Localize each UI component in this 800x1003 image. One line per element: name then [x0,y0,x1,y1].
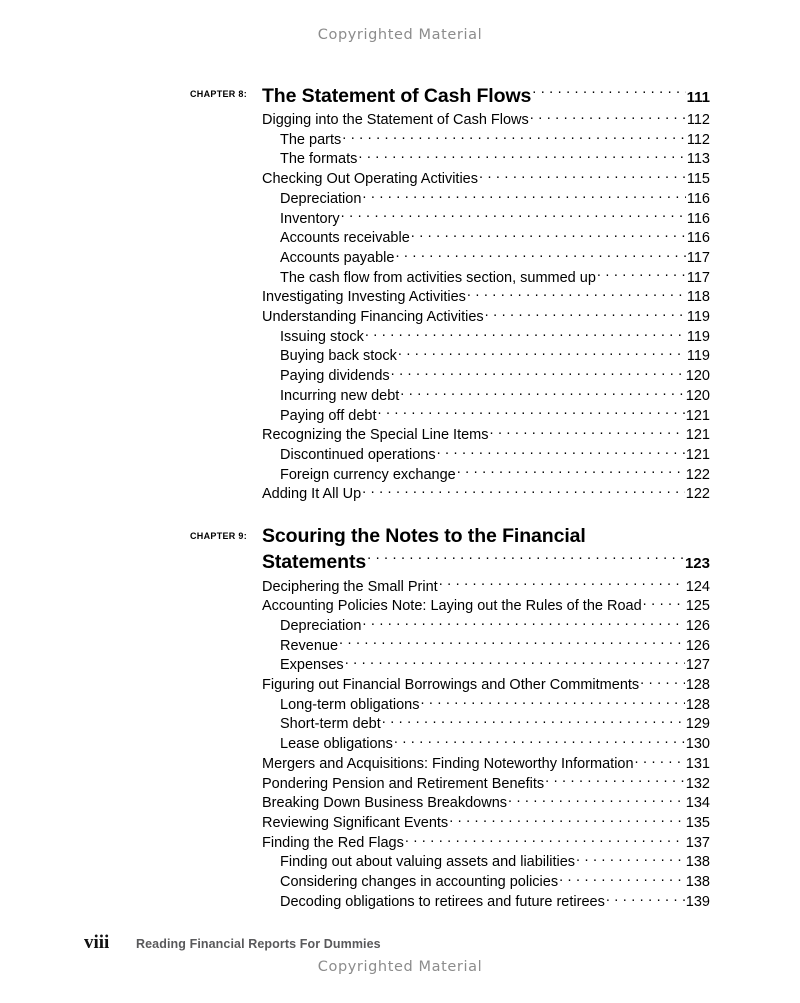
dot-leader [532,82,685,102]
toc-entry-title: Revenue [280,637,339,654]
dot-leader [479,169,686,184]
dot-leader [420,694,684,709]
page-footer [84,932,381,954]
toc-entry[interactable] [190,694,710,714]
toc-entry-title: Depreciation [280,190,362,207]
toc-entry[interactable] [190,793,710,813]
toc-entry-page-number: 127 [685,657,710,674]
chapter-title-wrap [262,524,710,577]
toc-entry[interactable] [190,366,710,386]
toc-entry[interactable] [190,813,710,833]
toc-entry-page-number: 129 [685,716,710,733]
toc-entry-page-number: 119 [686,348,710,365]
chapter-heading[interactable] [190,524,710,577]
toc-entry[interactable] [190,596,710,616]
toc-entry-page-number: 117 [686,249,710,266]
toc-entry-title: Understanding Financing Activities [262,309,484,326]
dot-leader [485,307,686,322]
toc-entry[interactable] [190,615,710,635]
toc-entry-title: The parts [280,131,342,148]
toc-entry-page-number: 138 [685,854,710,871]
dot-leader [530,110,686,125]
toc-entry-page-number: 119 [686,328,710,345]
toc-entry[interactable] [190,773,710,793]
dot-leader [635,753,685,768]
toc-entry-title: Finding the Red Flags [262,834,404,851]
toc-entry-page-number: 116 [686,190,710,207]
table-of-contents [190,82,710,911]
toc-entry[interactable] [190,228,710,248]
toc-entry-page-number: 139 [685,893,710,910]
page-number-folio: viii [84,932,110,953]
toc-entry[interactable] [190,484,710,504]
toc-entry-title: Discontinued operations [280,446,436,463]
chapter-title-text: Scouring the Notes to the Financial [262,524,586,547]
toc-entry-title: Paying dividends [280,368,390,385]
toc-entry[interactable] [190,425,710,445]
toc-entry[interactable] [190,852,710,872]
dot-leader [576,852,685,867]
toc-entry-title: Expenses [280,657,344,674]
toc-entry-page-number: 112 [686,131,710,148]
toc-entry-page-number: 125 [685,598,710,615]
toc-entry[interactable] [190,655,710,675]
dot-leader [490,425,685,440]
toc-entry[interactable] [190,714,710,734]
toc-entry[interactable] [190,635,710,655]
running-book-title: Reading Financial Reports For Dummies [136,937,381,951]
toc-entry[interactable] [190,576,710,596]
toc-entry-title: Adding It All Up [262,486,362,503]
toc-entry-title: Decoding obligations to retirees and future retirees [280,893,605,910]
toc-entry[interactable] [190,872,710,892]
chapter-title-wrap [262,82,710,110]
toc-entry-page-number: 137 [685,834,710,851]
dot-leader [367,549,684,569]
dot-leader [508,793,685,808]
toc-entry-title: Inventory [280,210,340,227]
toc-entry-title: Accounting Policies Note: Laying out the Rules of the Road [262,598,642,615]
chapter-page-number: 123 [684,555,710,573]
dot-leader [545,773,685,788]
toc-entry-title: Lease obligations [280,736,393,753]
toc-entry-title: Reviewing Significant Events [262,815,449,831]
chapter-title-text: The Statement of Cash Flows [262,84,532,107]
toc-entry-title: Short-term debt [280,716,381,733]
toc-entry-page-number: 121 [685,427,710,444]
toc-entry-page-number: 120 [685,387,710,404]
chapter-block [190,82,710,504]
toc-entry[interactable] [190,129,710,149]
toc-entry-page-number: 121 [685,407,710,424]
dot-leader [362,615,684,630]
dot-leader [339,635,685,650]
toc-entry[interactable] [190,675,710,695]
copyright-watermark-top: Copyrighted Material [317,27,483,43]
toc-entry-page-number: 115 [686,171,710,188]
toc-entry-title: Finding out about valuing assets and liabilities [280,854,576,871]
dot-leader [643,596,685,611]
toc-entry-page-number: 135 [685,815,710,831]
toc-entry-page-number: 116 [686,210,710,227]
dot-leader [394,734,685,749]
dot-leader [411,228,686,243]
dot-leader [640,675,685,690]
chapter-title-text: Statements [262,551,367,574]
dot-leader [382,714,685,729]
dot-leader [391,366,685,381]
chapter-block [190,524,710,911]
dot-leader [405,832,685,847]
toc-entry-page-number: 116 [686,230,710,247]
dot-leader [398,346,686,361]
toc-entry[interactable] [190,287,710,307]
toc-entry[interactable] [190,326,710,346]
toc-entry-title: Depreciation [280,617,362,634]
toc-entry-title: Accounts receivable [280,230,410,247]
toc-entry[interactable] [190,307,710,327]
dot-leader [362,484,685,499]
toc-entry-page-number: 132 [685,775,710,792]
toc-entry[interactable] [190,267,710,287]
toc-entry-page-number: 117 [686,269,710,286]
dot-leader [400,385,685,400]
toc-entry-title: Long-term obligations [280,696,420,713]
toc-entry[interactable] [190,385,710,405]
toc-entry-title: Breaking Down Business Breakdowns [262,795,508,812]
toc-entry-title: Checking Out Operating Activities [262,171,478,188]
dot-leader [437,444,685,459]
dot-leader [341,208,686,223]
chapter-label: CHAPTER 9: [190,530,248,541]
dot-leader [358,149,686,164]
toc-entry[interactable] [190,444,710,464]
toc-entry-title: Deciphering the Small Print [262,578,438,595]
chapter-title-line [262,549,710,577]
dot-leader [365,326,686,341]
toc-entry-page-number: 128 [685,696,710,713]
toc-entry-page-number: 122 [685,486,710,503]
toc-entry[interactable] [190,405,710,425]
toc-entry-page-number: 124 [685,578,710,595]
toc-entry[interactable] [190,832,710,852]
toc-entry[interactable] [190,169,710,189]
toc-entry-title: Investigating Investing Activities [262,289,466,306]
toc-entry-title: Considering changes in accounting policies [280,874,559,891]
dot-leader [377,405,684,420]
chapter-title-line [262,524,710,549]
toc-entry-page-number: 138 [685,874,710,891]
chapter-title-line [262,82,710,110]
toc-entry-title: Accounts payable [280,249,395,266]
toc-entry-title: Buying back stock [280,348,397,365]
toc-entry[interactable] [190,346,710,366]
copyright-watermark-bottom: Copyrighted Material [317,959,483,975]
dot-leader [362,188,685,203]
toc-entry[interactable] [190,188,710,208]
toc-entry-page-number: 113 [686,151,710,168]
toc-entry[interactable] [190,734,710,754]
toc-entry[interactable] [190,110,710,130]
toc-entry[interactable] [190,753,710,773]
toc-entry[interactable] [190,149,710,169]
dot-leader [342,129,686,144]
dot-leader [559,872,685,887]
dot-leader [449,813,685,828]
toc-entry-title: Recognizing the Special Line Items [262,427,489,444]
toc-entry[interactable] [190,464,710,484]
dot-leader [606,891,685,906]
dot-leader [457,464,685,479]
dot-leader [395,247,685,262]
toc-entry-page-number: 120 [685,368,710,385]
toc-entry-title: The cash flow from activities section, summed up [280,269,596,286]
toc-entry[interactable] [190,247,710,267]
toc-entry-page-number: 112 [686,112,710,128]
toc-entry[interactable] [190,208,710,228]
toc-entry-page-number: 126 [685,637,710,654]
toc-entry-title: The formats [280,151,358,168]
toc-entry-page-number: 131 [685,755,710,772]
toc-entry-page-number: 128 [685,677,710,694]
toc-entry-title: Pondering Pension and Retirement Benefits [262,775,545,792]
toc-entry-title: Digging into the Statement of Cash Flows [262,112,529,128]
toc-entry-title: Issuing stock [280,328,364,345]
chapter-page-number: 111 [686,88,710,106]
dot-leader [439,576,685,591]
toc-entry-title: Paying off debt [280,407,377,424]
toc-entry-title: Foreign currency exchange [280,466,456,483]
toc-entry-title: Figuring out Financial Borrowings and Other Commitments [262,677,640,694]
toc-entry-page-number: 134 [685,795,710,812]
toc-entry-page-number: 126 [685,617,710,634]
toc-entry-page-number: 122 [685,466,710,483]
dot-leader [467,287,686,302]
toc-entry-page-number: 130 [685,736,710,753]
dot-leader [597,267,686,282]
toc-entry-page-number: 118 [686,289,710,306]
toc-entry[interactable] [190,891,710,911]
toc-entry-page-number: 121 [685,446,710,463]
toc-entry-title: Mergers and Acquisitions: Finding Noteworthy Information [262,755,634,772]
chapter-heading[interactable] [190,82,710,110]
toc-entry-title: Incurring new debt [280,387,400,404]
chapter-label: CHAPTER 8: [190,89,248,99]
dot-leader [345,655,685,670]
toc-entry-page-number: 119 [686,309,710,326]
